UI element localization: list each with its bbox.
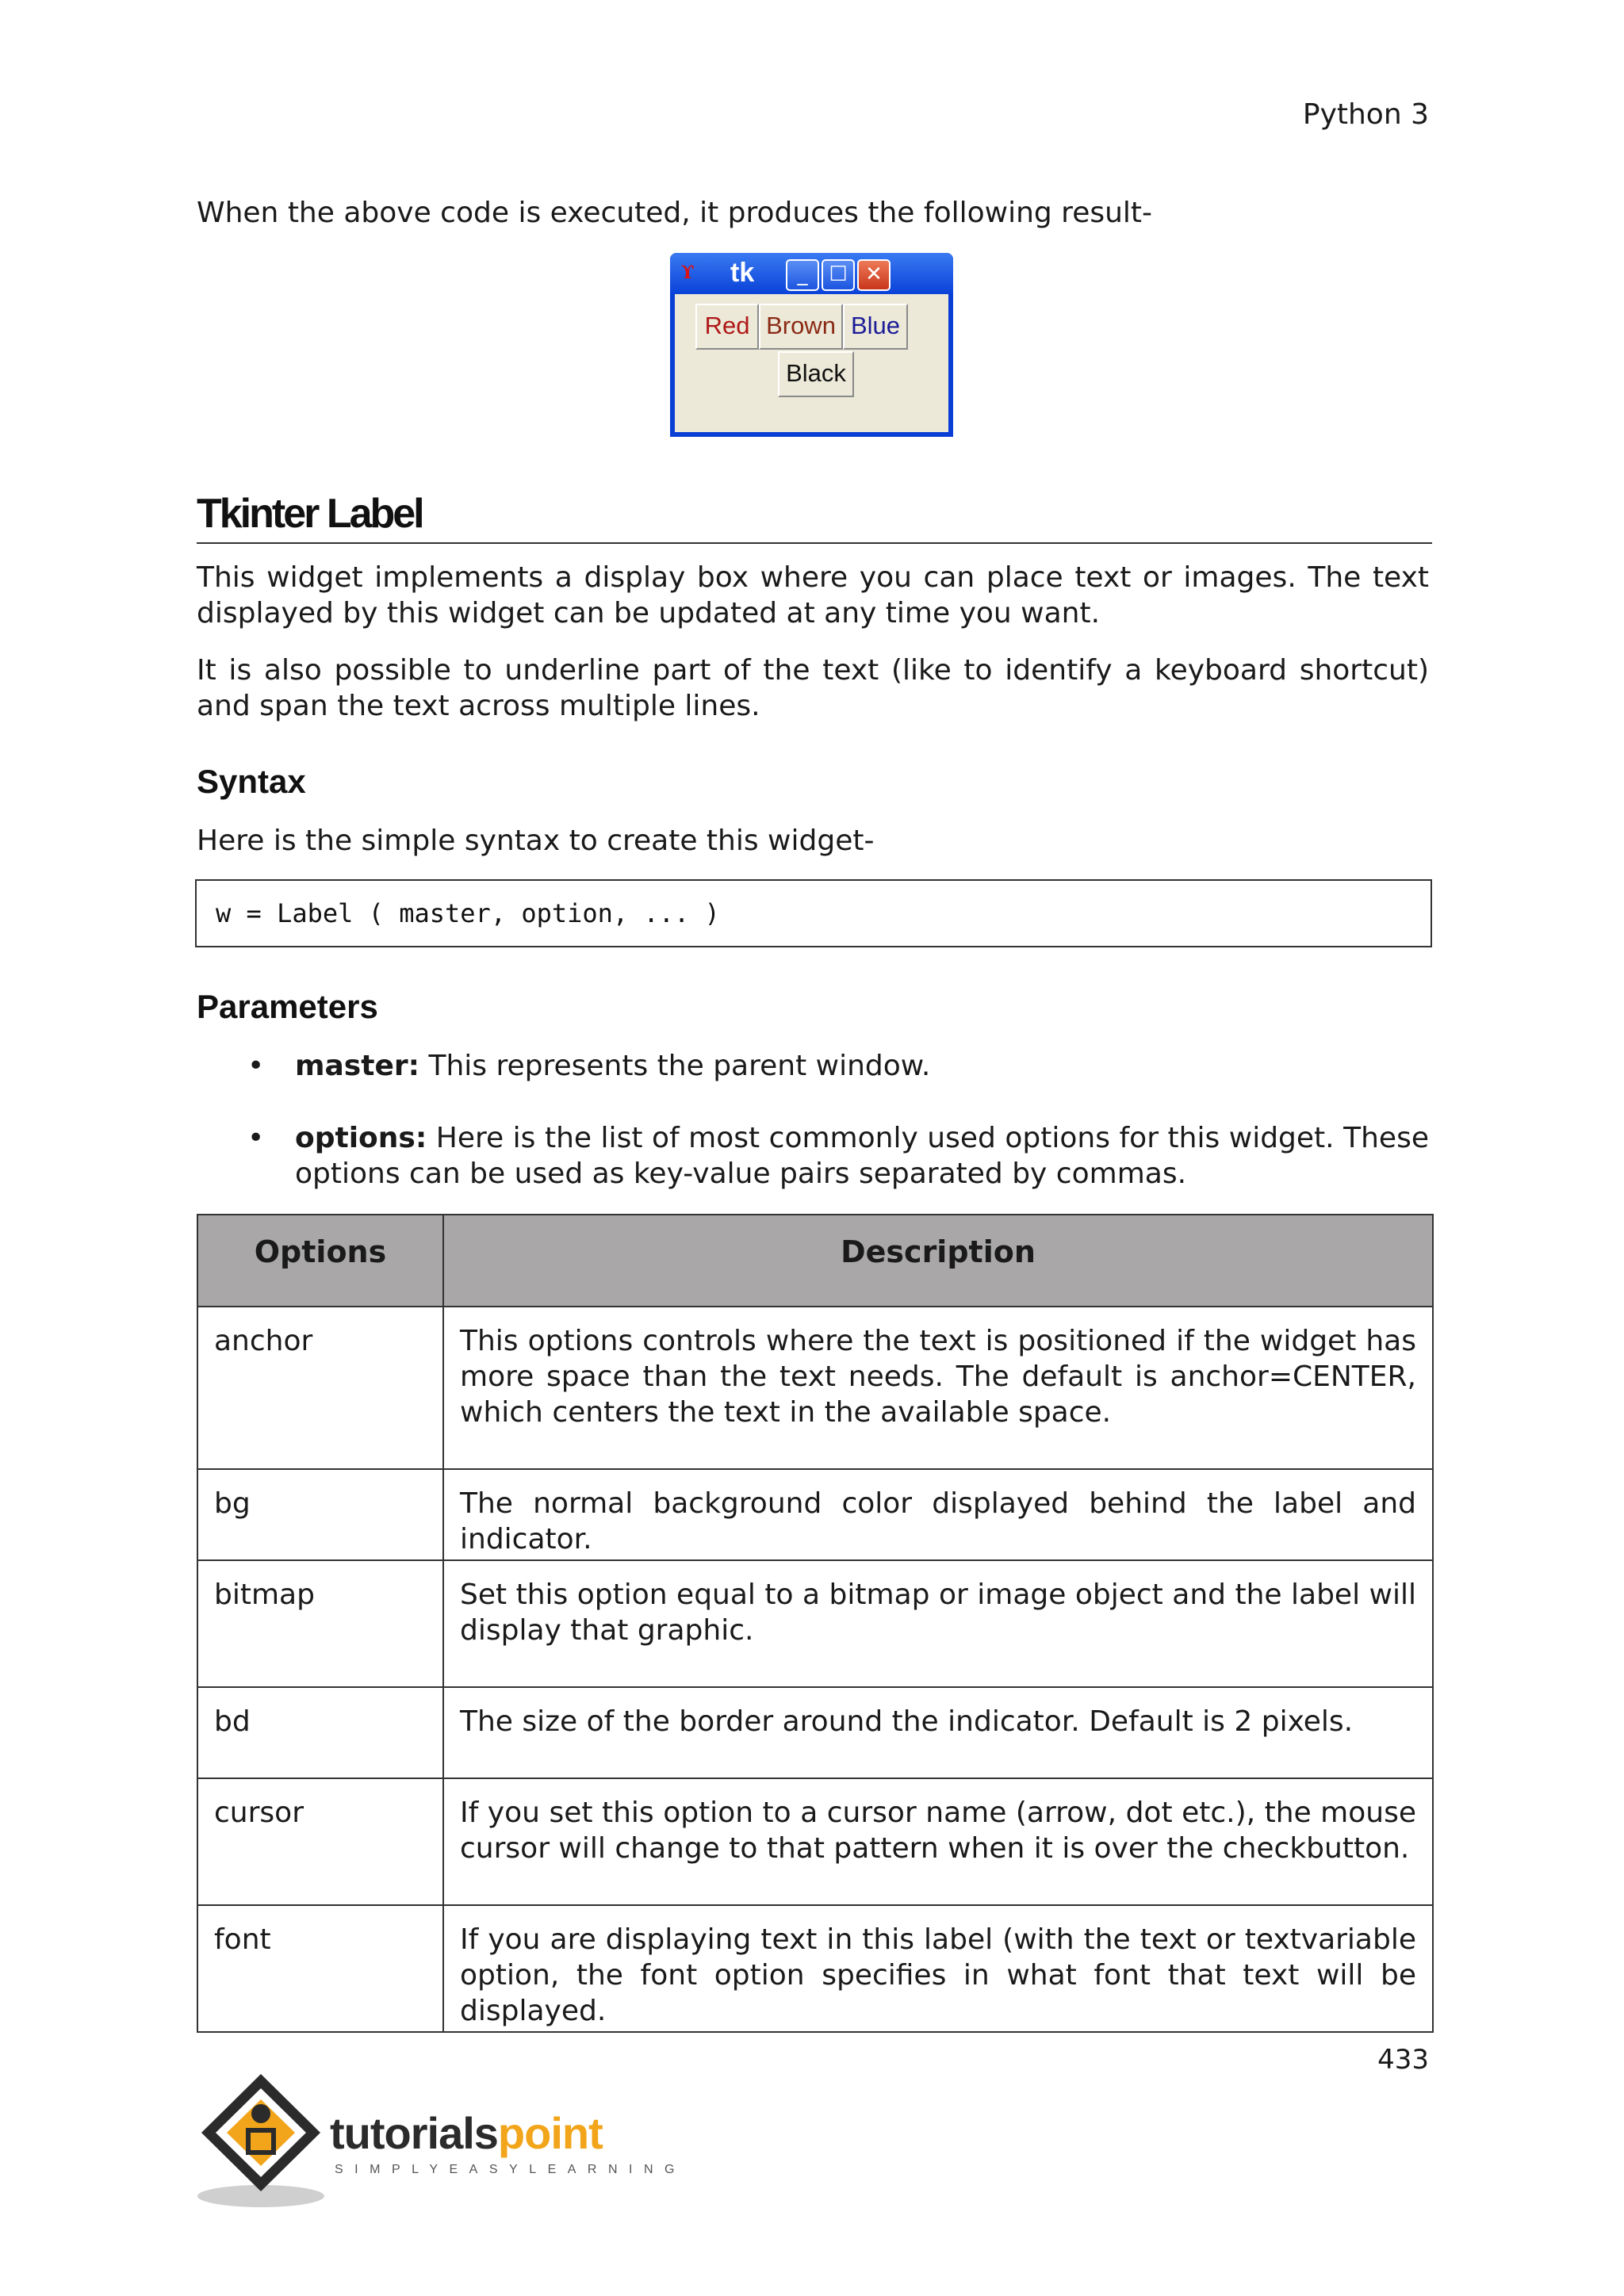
table-header-row [197,1215,1433,1307]
running-header: Python 3 [1302,98,1429,131]
parameters-heading: Parameters [197,988,378,1025]
param-term: master: [295,1050,420,1082]
intro-text: When the above code is executed, it produces the following result- [197,197,1153,229]
page-number: 433 [1377,2044,1429,2076]
syntax-heading: Syntax [197,763,306,800]
code-line: w = Label ( master, option, ... ) [216,898,720,928]
description-cell: If you set this option to a cursor name (arrow, dot etc.), the mouse cursor will change to that pattern when it is over the checkbutton. [443,1778,1433,1905]
logo-tagline: SIMPLYEASYLEARNING [335,2163,686,2176]
logo-word-tutorials: tutorials [330,2108,498,2158]
param-term: options: [295,1122,427,1154]
bullet-icon: • [247,1050,265,1082]
description-cell: If you are displaying text in this label (with the text or textvariable option, the font option specifies in what font that text will be displayed. [443,1905,1433,2032]
tk-window-screenshot [670,253,953,437]
table-row [197,1307,1433,1469]
param-text: This represents the parent window. [419,1050,931,1082]
code-block [195,879,1432,947]
logo-wordmark [330,2107,603,2159]
tutorialspoint-logo [193,2068,686,2210]
title-rule [197,542,1432,544]
options-table [197,1214,1434,2033]
black-button: Black [778,351,854,397]
table-row [197,1778,1433,1905]
brown-button: Brown [759,304,843,350]
param-text: Here is the list of most commonly used options for this widget. These options can be used as key-value pairs separated by commas. [295,1122,1429,1190]
description-cell: Set this option equal to a bitmap or image object and the label will display that graphic. [443,1560,1433,1687]
section-paragraph-2: It is also possible to underline part of the text (like to identify a keyboard shortcut) and span the text across multiple lines. [197,654,1429,722]
table-row [197,1560,1433,1687]
table-row [197,1469,1433,1560]
bullet-icon: • [247,1122,265,1154]
close-icon: ✕ [857,259,891,291]
description-cell: This options controls where the text is positioned if the widget has more space than the text needs. The default is anchor=CENTER, which centers the text in the available space. [443,1307,1433,1469]
tk-feather-icon: ϒ [681,262,695,283]
option-cell: font [197,1905,443,2032]
minimize-icon: _ [786,259,819,291]
logo-emblem-icon [193,2068,328,2210]
blue-button: Blue [843,304,908,350]
option-cell: anchor [197,1307,443,1469]
header-options: Options [197,1215,443,1307]
syntax-intro: Here is the simple syntax to create this widget- [197,825,875,857]
table-row [197,1687,1433,1778]
option-cell: bg [197,1469,443,1560]
option-cell: cursor [197,1778,443,1905]
tk-window-title: tk [730,258,755,288]
maximize-icon: ☐ [822,259,855,291]
option-cell: bd [197,1687,443,1778]
tk-title-bar [670,253,953,294]
param-master [295,1048,1429,1084]
section-paragraph-1: This widget implements a display box where you can place text or images. The text displayed by this widget can be updated at any time you want. [197,561,1429,629]
description-cell: The size of the border around the indicator. Default is 2 pixels. [443,1687,1433,1778]
param-options [295,1120,1429,1192]
tk-window-body [675,294,948,432]
section-title: Tkinter Label [197,491,423,537]
description-cell: The normal background color displayed behind the label and indicator. [443,1469,1433,1560]
red-button: Red [695,304,759,350]
option-cell: bitmap [197,1560,443,1687]
logo-word-point: point [497,2108,603,2158]
table-row [197,1905,1433,2032]
header-description: Description [443,1215,1433,1307]
